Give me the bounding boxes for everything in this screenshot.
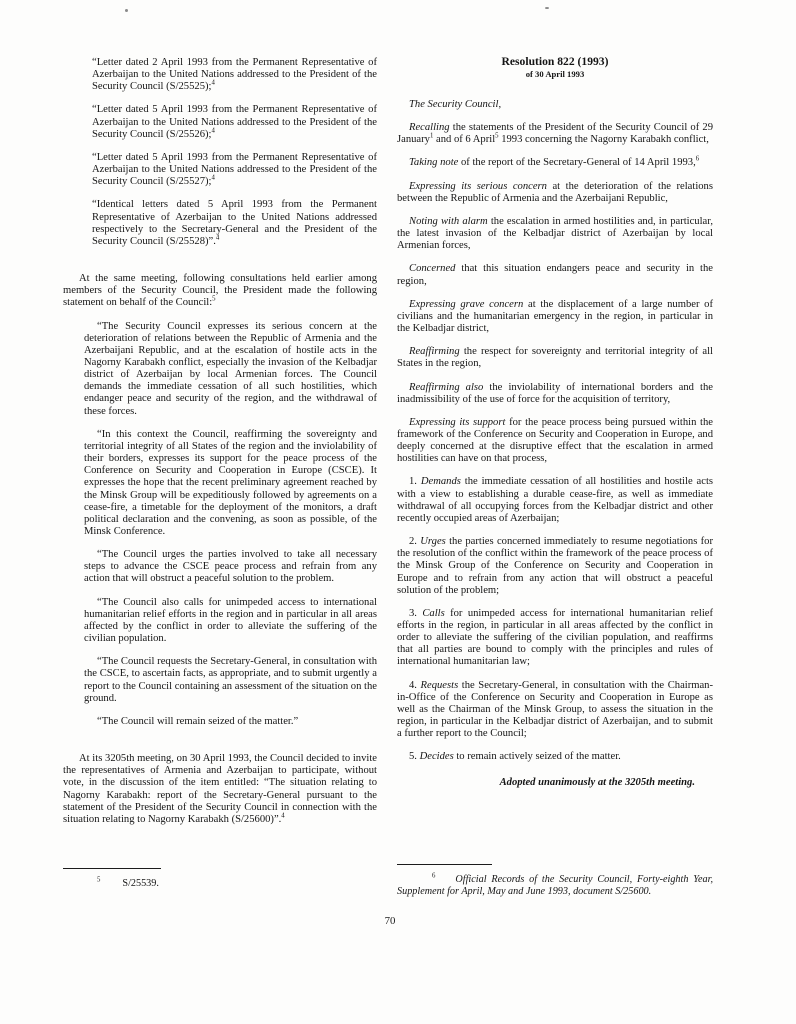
text-segment: the inviolability of international borders and the inadmissibility of the use of force for the acquisition of territory, xyxy=(397,381,713,405)
text-segment: “The Council requests the Secretary-General, in consultation with the CSCE, to ascertain facts, as appropriate, and to submit urgently a report to the Council containing an assessment of the situation on the ground. xyxy=(84,656,377,704)
paragraph xyxy=(397,476,713,525)
paragraph xyxy=(397,157,713,169)
resolution-body xyxy=(397,99,713,789)
paragraph xyxy=(397,777,713,789)
footnote-left xyxy=(63,868,377,890)
text-segment: 2. xyxy=(409,536,421,548)
paragraph xyxy=(84,321,377,418)
text-segment: the Secretary-General, in consultation with the Chairman-in-Office of the Conference on Security and Cooperation in Europe as well as the Chairman of the Minsk Group, to assess the situation in the region, in particular in the Kelbadjar district of Azerbaijan, and to submit a further report to the Council; xyxy=(397,679,714,740)
text-segment: S/25539. xyxy=(122,878,159,889)
text-segment: the respect for sovereignty and territorial integrity of all States in the region, xyxy=(397,346,713,370)
text-segment: “In this context the Council, reaffirming the sovereignty and territorial integrity of all States of the region and the inviolability of their borders, expresses its support for the peace process of the Conference on Security and Cooperation in Europe (CSCE). It expresses the hope that the recent preliminary agreement reached by the Minsk Group will be expeditiously followed by agreements on a cease-fire, a timetable for the deployment of the monitors, a draft political declaration and the convening, as soon as possible, of the Minsk Conference. xyxy=(84,428,377,537)
text-segment: the statements of the President of the Security Council of 29 January xyxy=(397,122,713,146)
text-segment: Concerned xyxy=(409,263,456,275)
paragraph xyxy=(92,104,377,140)
paragraph xyxy=(84,549,377,585)
paragraph xyxy=(397,122,713,146)
right-column xyxy=(397,55,713,898)
resolution-heading xyxy=(397,55,713,79)
paragraph xyxy=(84,656,377,705)
paragraph xyxy=(397,680,713,741)
text-segment: Urges xyxy=(420,536,446,548)
page-number: 70 xyxy=(384,915,396,927)
paragraph xyxy=(92,199,377,248)
text-segment: 5. xyxy=(409,751,420,763)
left-column-text xyxy=(63,57,377,826)
text-segment: Recalling xyxy=(409,122,450,134)
text-segment: At its 3205th meeting, on 30 April 1993, the Council decided to invite the representatives of Armenia and Azerbaijan to participate, without vote, in the discussion of the item entitled: “The situation relating to Nagorny Karabakh: report of the Secretary-General pursuant to the statement of the President of the Security Council in connection with the situation relating to Nagorny Karabakh (S/25600)”. xyxy=(63,753,377,825)
paragraph xyxy=(397,263,713,287)
text-segment: Noting with alarm xyxy=(409,215,488,227)
footnote-reference: 5 xyxy=(212,295,216,303)
resolution-title: Resolution 822 (1993) xyxy=(501,55,609,68)
scan-speck xyxy=(125,9,128,12)
footnote-reference: 4 xyxy=(211,127,215,135)
text-segment: of the report of the Secretary-General of 14 April 1993, xyxy=(458,157,696,169)
text-segment: Official Records of the Security Council, Forty-eighth Year, Supplement for April, May and June 1993, document S/25600. xyxy=(397,874,713,897)
paragraph xyxy=(92,57,377,93)
paragraph xyxy=(397,382,713,406)
text-segment: “The Council urges the parties involved to take all necessary steps to advance the CSCE peace process and refrain from any action that will obstruct a peaceful solution to the problem. xyxy=(84,549,377,585)
text-segment: 3. xyxy=(409,607,423,619)
resolution-subtitle: of 30 April 1993 xyxy=(525,69,585,79)
text-segment: Taking note xyxy=(409,157,459,169)
paragraph xyxy=(397,751,713,763)
paragraph xyxy=(63,753,377,826)
text-segment: “Identical letters dated 5 April 1993 from the Permanent Representative of Azerbaijan to the United Nations addressed respectively to the Secretary-General and the President of the Security Council (S/25528)”. xyxy=(92,199,377,247)
footnote-body xyxy=(397,874,713,897)
text-segment: “The Council also calls for unimpeded access to international humanitarian relief efforts in the region and in particular in all areas affected by the conflict in order to alleviate the suffering of the civilian population. xyxy=(84,596,377,645)
text-segment: Expressing its support xyxy=(409,416,506,428)
text-segment: for unimpeded access for international humanitarian relief efforts in the region, in particular in all areas affected by the conflict in order to alleviate the suffering of the civilian population, and reaffirms that all parties are bound to comply with the principles and rules of international humanitarian law; xyxy=(397,607,713,668)
text-segment: “The Security Council expresses its serious concern at the deterioration of relations between the Republic of Armenia and the Azerbaijani Republic, and at the escalation of hostile acts in the Nagorny Karabakh conflict, especially the invasion of the Kelbadjar district of Azerbaijan by local Armenian forces. The Council demands the immediate cessation of all such hostilities, which endanger peace and security of the region, and the withdrawal of these forces. xyxy=(84,320,377,417)
footnote-reference: 6 xyxy=(695,155,700,163)
text-segment: The Security Council xyxy=(409,99,499,110)
text-segment: “Letter dated 5 April 1993 from the Permanent Representative of Azerbaijan to the United Nations addressed to the President of the Security Council (S/25527); xyxy=(92,151,377,188)
paragraph xyxy=(84,597,377,646)
text-segment: 1993 concerning the Nagorny Karabakh conflict, xyxy=(498,134,709,146)
text-segment: Reaffirming xyxy=(409,346,460,358)
footnote-reference: 4 xyxy=(211,174,215,182)
text-segment: , xyxy=(498,99,502,110)
paragraph xyxy=(397,346,713,370)
footnote-right xyxy=(397,864,713,898)
footnote-reference: 4 xyxy=(215,234,220,242)
paragraph xyxy=(397,417,713,466)
footnote-rule xyxy=(63,868,161,869)
text-segment: that this situation endangers peace and security in the region, xyxy=(397,263,713,287)
text-segment: “Letter dated 5 April 1993 from the Permanent Representative of Azerbaijan to the United Nations addressed to the President of the Security Council (S/25526); xyxy=(92,104,377,140)
text-segment: At the same meeting, following consultations held earlier among members of the Security Council, the President made the following statement on behalf of the Council: xyxy=(63,273,377,309)
paragraph xyxy=(397,216,713,252)
footnote-reference: 4 xyxy=(211,79,215,87)
text-segment: Demands xyxy=(420,476,461,488)
text-segment: Requests xyxy=(420,679,459,691)
footnote-body xyxy=(122,878,159,889)
text-segment: for the peace process being pursued within the framework of the Conference on Security and Cooperation in Europe, and deeply concerned at the disruptive effect that the escalation in armed hostilities can have on that process, xyxy=(397,416,713,465)
paragraph xyxy=(397,299,713,335)
text-segment: and of 6 April xyxy=(433,134,496,146)
footnote-reference: 4 xyxy=(281,812,285,820)
text-segment: to remain actively seized of the matter. xyxy=(453,751,621,763)
text-segment: at the deterioration of the relations between the Republic of Armenia and the Azerbaijani Republic, xyxy=(397,180,713,204)
text-segment: Expressing grave concern xyxy=(409,298,524,310)
text-segment: “The Council will remain seized of the matter.” xyxy=(97,715,299,727)
text-segment: the parties concerned immediately to resume negotiations for the resolution of the conflict within the framework of the peace process of the Minsk Group of the Conference on Security and Cooperation in Europe and to refrain from any action that will obstruct a peaceful solution of the problem; xyxy=(397,536,713,596)
footnote-text xyxy=(397,874,713,898)
left-column xyxy=(63,57,377,890)
text-segment: Decides xyxy=(419,751,454,763)
text-segment: at the displacement of a large number of civilians and the humanitarian emergency in the region, in particular in the Kelbadjar district, xyxy=(397,298,713,335)
paragraph xyxy=(397,536,713,597)
footnote-rule xyxy=(397,864,492,865)
paragraph xyxy=(397,608,713,669)
text-segment: 1. xyxy=(409,476,421,488)
text-segment: 4. xyxy=(409,679,421,691)
text-segment: “Letter dated 2 April 1993 from the Permanent Representative of Azerbaijan to the United Nations addressed to the President of the Security Council (S/25525); xyxy=(92,57,377,93)
footnote-reference: 1 xyxy=(429,132,434,140)
paragraph xyxy=(84,716,377,728)
paragraph xyxy=(84,429,377,538)
footnote-marker: 6 xyxy=(432,872,436,880)
text-segment: Calls xyxy=(422,607,445,619)
text-segment: the escalation in armed hostilities and, in particular, the latest invasion of the Kelbadjar district of Azerbaijan by local Armenian forces, xyxy=(397,215,713,252)
text-segment: Adopted unanimously at the 3205th meeting. xyxy=(499,776,695,788)
footnote-text xyxy=(63,878,377,890)
paragraph xyxy=(397,99,713,111)
scan-speck xyxy=(545,7,549,9)
footnote-marker: 5 xyxy=(97,876,101,884)
paragraph xyxy=(92,152,377,188)
paragraph xyxy=(63,273,377,309)
paragraph xyxy=(397,181,713,205)
footnote-reference: 5 xyxy=(495,132,499,140)
text-segment: the immediate cessation of all hostilities and hostile acts with a view to establishing a durable cease-fire, as well as immediate withdrawal of all occupying forces from the Kelbadjar district and other recently occupied areas of Azerbaijan; xyxy=(397,476,714,524)
text-segment: Expressing its serious concern xyxy=(409,180,547,192)
text-segment: Reaffirming also xyxy=(409,381,484,393)
